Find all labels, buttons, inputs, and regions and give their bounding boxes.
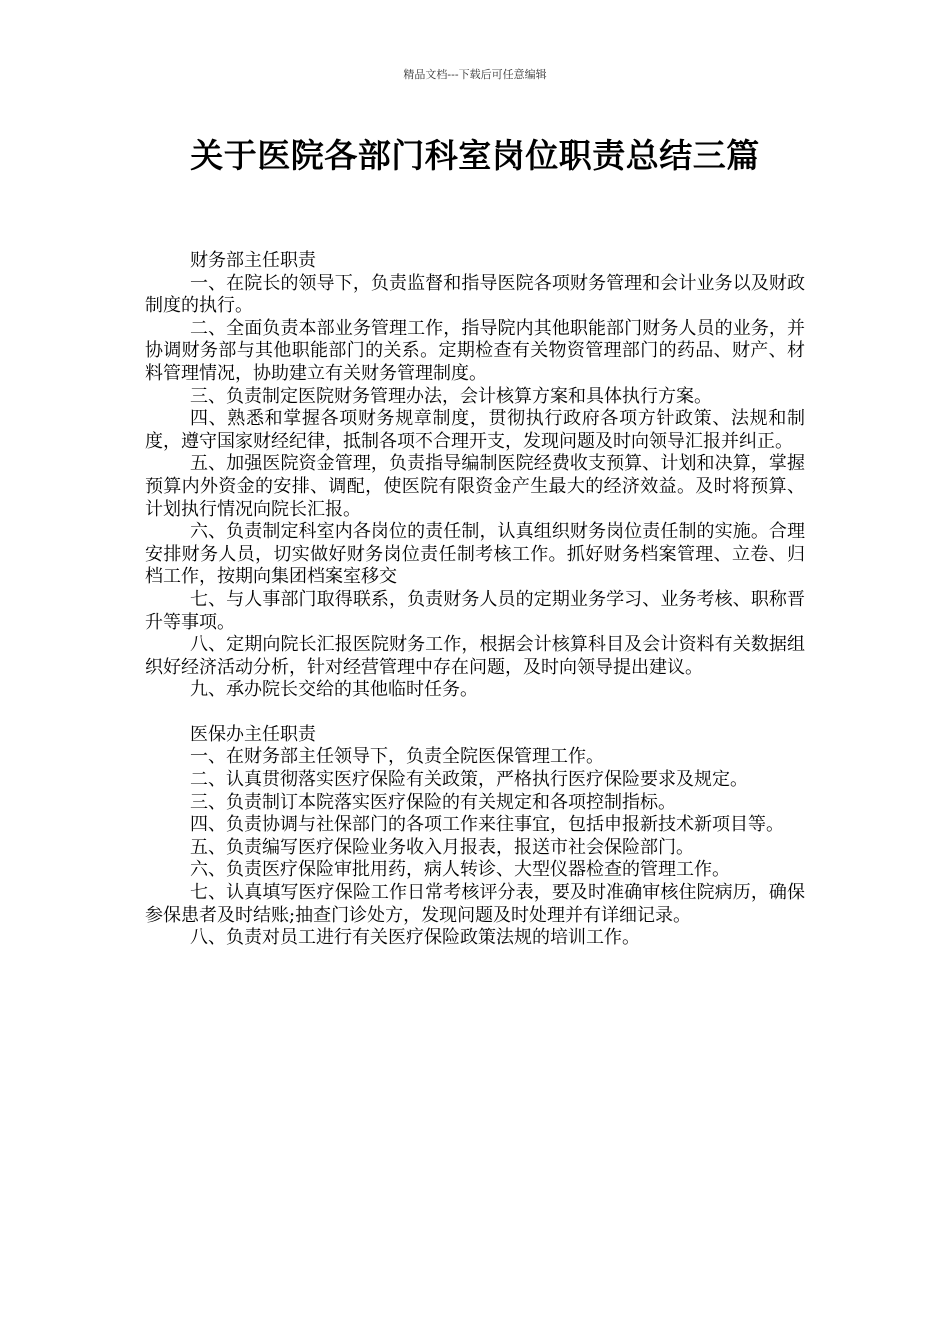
duty-paragraph: 五、负责编写医疗保险业务收入月报表，报送市社会保险部门。 [190,836,694,858]
duty-paragraph: 四、熟悉和掌握各项财务规章制度，贯彻执行政府各项方针政策、法规和制度，遵守国家财经纪律，抵制各项不合理开支，发现问题及时向领导汇报并纠正。 [145,408,805,452]
section-finance-director [145,250,805,702]
section-heading: 医保办主任职责 [190,723,316,745]
duty-paragraph: 七、与人事部门取得联系，负责财务人员的定期业务学习、业务考核、职称晋升等事项。 [145,588,805,633]
duty-paragraph: 二、认真贯彻落实医疗保险有关政策，严格执行医疗保险要求及规定。 [190,769,748,791]
section-spacer [145,702,805,724]
duty-paragraph: 六、负责医疗保险审批用药，病人转诊、大型仪器检查的管理工作。 [190,859,730,881]
duty-paragraph: 七、认真填写医疗保险工作日常考核评分表，要及时准确审核住院病历，确保参保患者及时结账;抽查门诊处方，发现问题及时处理并有详细记录。 [145,882,805,926]
duty-paragraph: 五、加强医院资金管理，负责指导编制医院经费收支预算、计划和决算，掌握预算内外资金的安排、调配，使医院有限资金产生最大的经济效益。及时将预算、计划执行情况向院长汇报。 [145,453,805,520]
header-watermark: 精品文档---下载后可任意编辑 [403,68,547,81]
duty-paragraph: 一、在院长的领导下，负责监督和指导医院各项财务管理和会计业务以及财政制度的执行。 [145,272,805,317]
duty-paragraph: 八、定期向院长汇报医院财务工作，根据会计核算科目及会计资料有关数据组织好经济活动分析，针对经营管理中存在问题，及时向领导提出建议。 [145,634,805,678]
page-title: 关于医院各部门科室岗位职责总结三篇 [190,136,760,175]
duty-paragraph: 二、全面负责本部业务管理工作，指导院内其他职能部门财务人员的业务，并协调财务部与其他职能部门的关系。定期检查有关物资管理部门的药品、财产、材料管理情况，协助建立有关财务管理制度。 [145,317,805,384]
document-body [145,250,805,950]
duty-paragraph: 三、负责制订本院落实医疗保险的有关规定和各项控制指标。 [190,791,676,813]
duty-paragraph: 三、负责制定医院财务管理办法，会计核算方案和具体执行方案。 [190,385,712,407]
duty-paragraph: 六、负责制定科室内各岗位的责任制，认真组织财务岗位责任制的实施。合理安排财务人员，切实做好财务岗位责任制考核工作。抓好财务档案管理、立卷、归档工作，按期向集团档案室移交 [145,521,805,588]
duty-paragraph: 一、在财务部主任领导下，负责全院医保管理工作。 [190,746,604,768]
duty-paragraph: 九、承办院长交给的其他临时任务。 [190,679,478,701]
duty-paragraph: 四、负责协调与社保部门的各项工作来往事宜，包括申报新技术新项目等。 [190,814,784,836]
section-heading: 财务部主任职责 [190,250,316,271]
duty-paragraph: 八、负责对员工进行有关医疗保险政策法规的培训工作。 [190,927,640,949]
section-insurance-director [145,724,805,950]
